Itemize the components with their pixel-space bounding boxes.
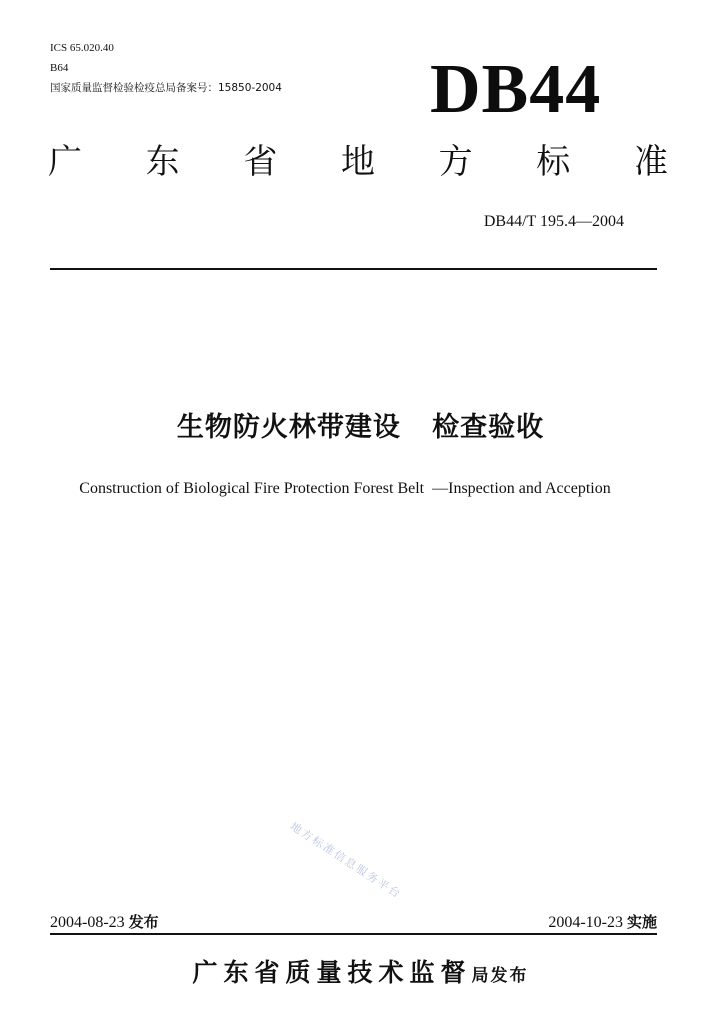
- publisher-suffix: 局发布: [471, 966, 529, 986]
- bottom-divider: [50, 933, 657, 935]
- heading-char: 标: [536, 142, 571, 182]
- record-number: 国家质量监督检验检疫总局备案号：15850-2004: [50, 82, 282, 94]
- heading-char: 广: [48, 142, 82, 182]
- publisher-name: 广东省质量技术监督: [192, 958, 472, 987]
- db44-logo: DB44: [430, 51, 602, 128]
- publisher: [0, 953, 721, 989]
- ics-code: ICS 65.020.40: [50, 42, 114, 54]
- english-title: Construction of Biological Fire Protection Forest Belt —Inspection and Acception: [79, 480, 611, 497]
- standard-number: DB44/T 195.4—2004: [483, 213, 624, 230]
- issue-date-suffix: 发布: [128, 913, 159, 931]
- heading-char: 方: [438, 142, 473, 182]
- implement-date-suffix: 实施: [626, 913, 657, 931]
- chinese-title: 生物防火林带建设 检查验收: [176, 412, 545, 443]
- watermark: 地方标准信息服务平台: [287, 819, 404, 902]
- heading-char: 地: [340, 142, 375, 182]
- issue-date: [50, 912, 159, 933]
- implement-date-value: 2004-10-23: [548, 914, 623, 931]
- implement-date: [548, 912, 657, 933]
- heading-char: 东: [145, 142, 180, 182]
- top-divider: [50, 268, 657, 270]
- issue-date-value: 2004-08-23: [50, 914, 125, 931]
- category-code: B64: [50, 62, 69, 74]
- heading-char: 准: [633, 142, 668, 182]
- province-standard-heading: [48, 140, 668, 184]
- heading-char: 省: [243, 142, 278, 182]
